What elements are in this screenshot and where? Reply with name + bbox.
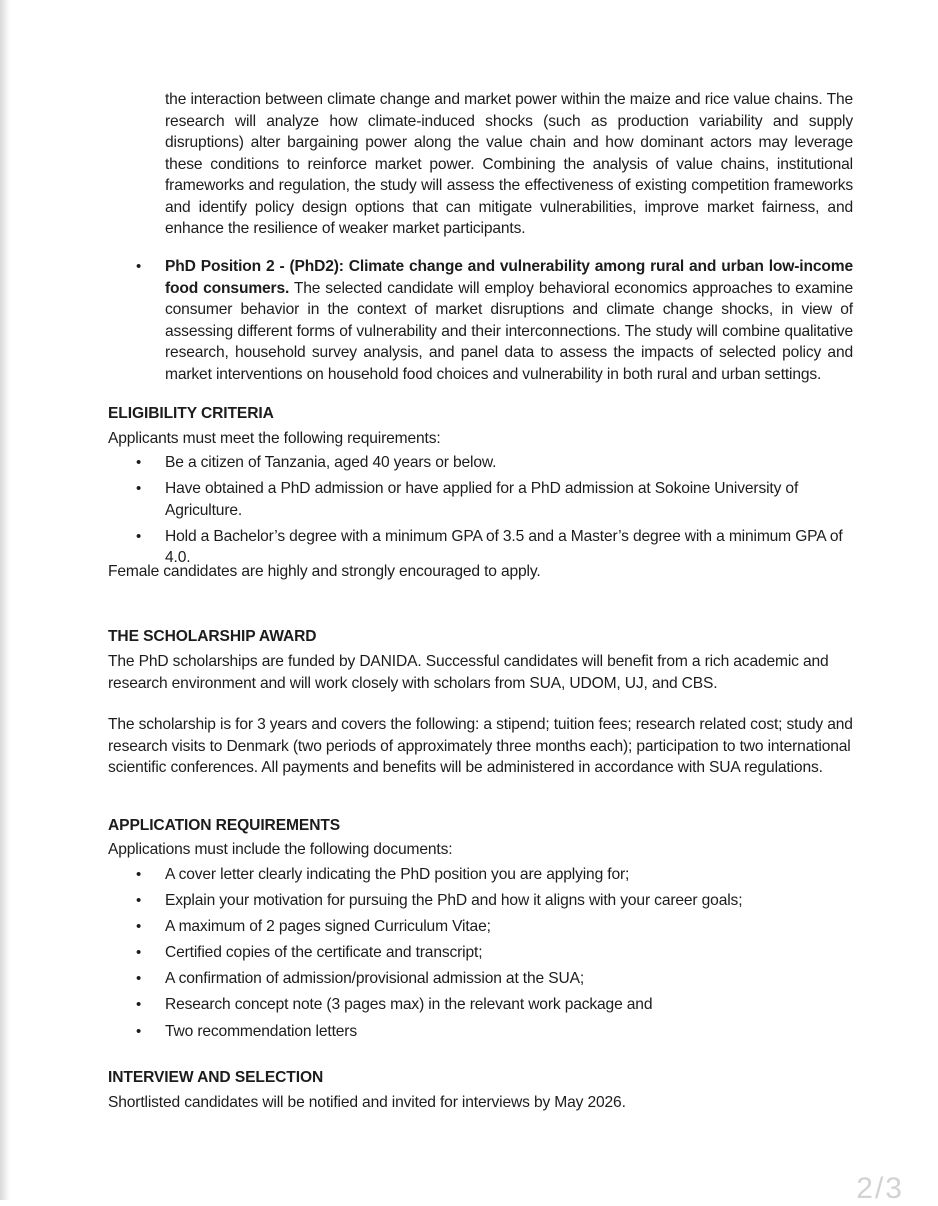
application-intro: Applications must include the following documents: bbox=[108, 841, 453, 858]
application-documents-list bbox=[136, 864, 853, 1047]
phd-position-2-title: PhD Position 2 - (PhD2): Climate change and vulnerability among rural and urban low-income food consumers. bbox=[165, 258, 853, 297]
bullet-icon: • bbox=[136, 918, 142, 936]
bullet-icon: • bbox=[136, 970, 142, 988]
eligibility-list bbox=[136, 452, 853, 573]
bullet-icon: • bbox=[136, 866, 142, 883]
list-item: • Explain your motivation for pursuing the PhD and how it aligns with your career goals; bbox=[136, 890, 853, 912]
interview-selection-text: Shortlisted candidates will be notified and invited for interviews by May 2026. bbox=[108, 1094, 626, 1111]
bullet-icon: • bbox=[136, 892, 142, 910]
bullet-icon: • bbox=[136, 527, 142, 545]
interview-selection-heading: INTERVIEW AND SELECTION bbox=[108, 1069, 324, 1086]
list-item: • Research concept note (3 pages max) in the relevant work package and bbox=[136, 994, 853, 1016]
list-item: • A confirmation of admission/provisional admission at the SUA; bbox=[136, 968, 853, 990]
phd-position-2-item bbox=[136, 256, 853, 385]
female-candidates-note: Female candidates are highly and strongly encouraged to apply. bbox=[108, 563, 541, 580]
list-item: • Hold a Bachelor’s degree with a minimum GPA of 3.5 and a Master’s degree with a minimum GPA of 4.0. bbox=[136, 527, 843, 567]
research-description-continuation: the interaction between climate change and market power within the maize and rice value chains. The research will analyze how climate-induced shocks (such as production variability and supply disruptions) alter bargaining power along the value chain and how dominant actors may leverage these conditions to reinforce market power. Combining the analysis of value chains, institutional frameworks and regulation, the study will assess the effectiveness of existing competition frameworks and identify policy design options that can mitigate vulnerabilities, improve market fairness, and enhance the resilience of weaker market participants. bbox=[165, 91, 853, 237]
bullet-icon: • bbox=[136, 454, 142, 471]
list-item: • Be a citizen of Tanzania, aged 40 years or below. bbox=[136, 452, 853, 474]
scholarship-award-paragraph-2: The scholarship is for 3 years and covers the following: a stipend; tuition fees; research related cost; study and research visits to Denmark (two periods of approximately three months each); participation to two international scientific conferences. All payments and benefits will be administered in accordance with SUA regulations. bbox=[108, 716, 853, 776]
bullet-icon: • bbox=[136, 996, 142, 1014]
bullet-icon: • bbox=[136, 480, 142, 498]
bullet-icon: • bbox=[136, 258, 142, 275]
eligibility-intro: Applicants must meet the following requirements: bbox=[108, 430, 441, 447]
phd-position-2-body: The selected candidate will employ behavioral economics approaches to examine consumer behavior in the context of market disruptions and climate change shocks, in view of assessing different forms of vulnerability and their interconnections. The study will combine qualitative research, household survey analysis, and panel data to assess the impacts of selected policy and market interventions on household food choices and vulnerability in both rural and urban settings. bbox=[165, 279, 853, 383]
list-item: • A cover letter clearly indicating the PhD position you are applying for; bbox=[136, 864, 853, 886]
page-number: 2/3 bbox=[856, 1172, 904, 1205]
eligibility-heading: ELIGIBILITY CRITERIA bbox=[108, 405, 274, 422]
application-requirements-heading: APPLICATION REQUIREMENTS bbox=[108, 817, 341, 834]
list-item: • Certified copies of the certificate and transcript; bbox=[136, 942, 853, 964]
scholarship-award-heading: THE SCHOLARSHIP AWARD bbox=[108, 628, 317, 645]
list-item: • Have obtained a PhD admission or have applied for a PhD admission at Sokoine University of Agriculture. bbox=[136, 480, 799, 519]
bullet-icon: • bbox=[136, 944, 142, 962]
list-item: • Two recommendation letters bbox=[136, 1021, 853, 1043]
list-item: • A maximum of 2 pages signed Curriculum Vitae; bbox=[136, 916, 853, 938]
phd-position-2-text bbox=[165, 256, 853, 385]
scholarship-award-paragraph-1: The PhD scholarships are funded by DANIDA. Successful candidates will benefit from a rich academic and research environment and will work closely with scholars from SUA, UDOM, UJ, and CBS. bbox=[108, 653, 829, 692]
bullet-icon: • bbox=[136, 1022, 142, 1040]
